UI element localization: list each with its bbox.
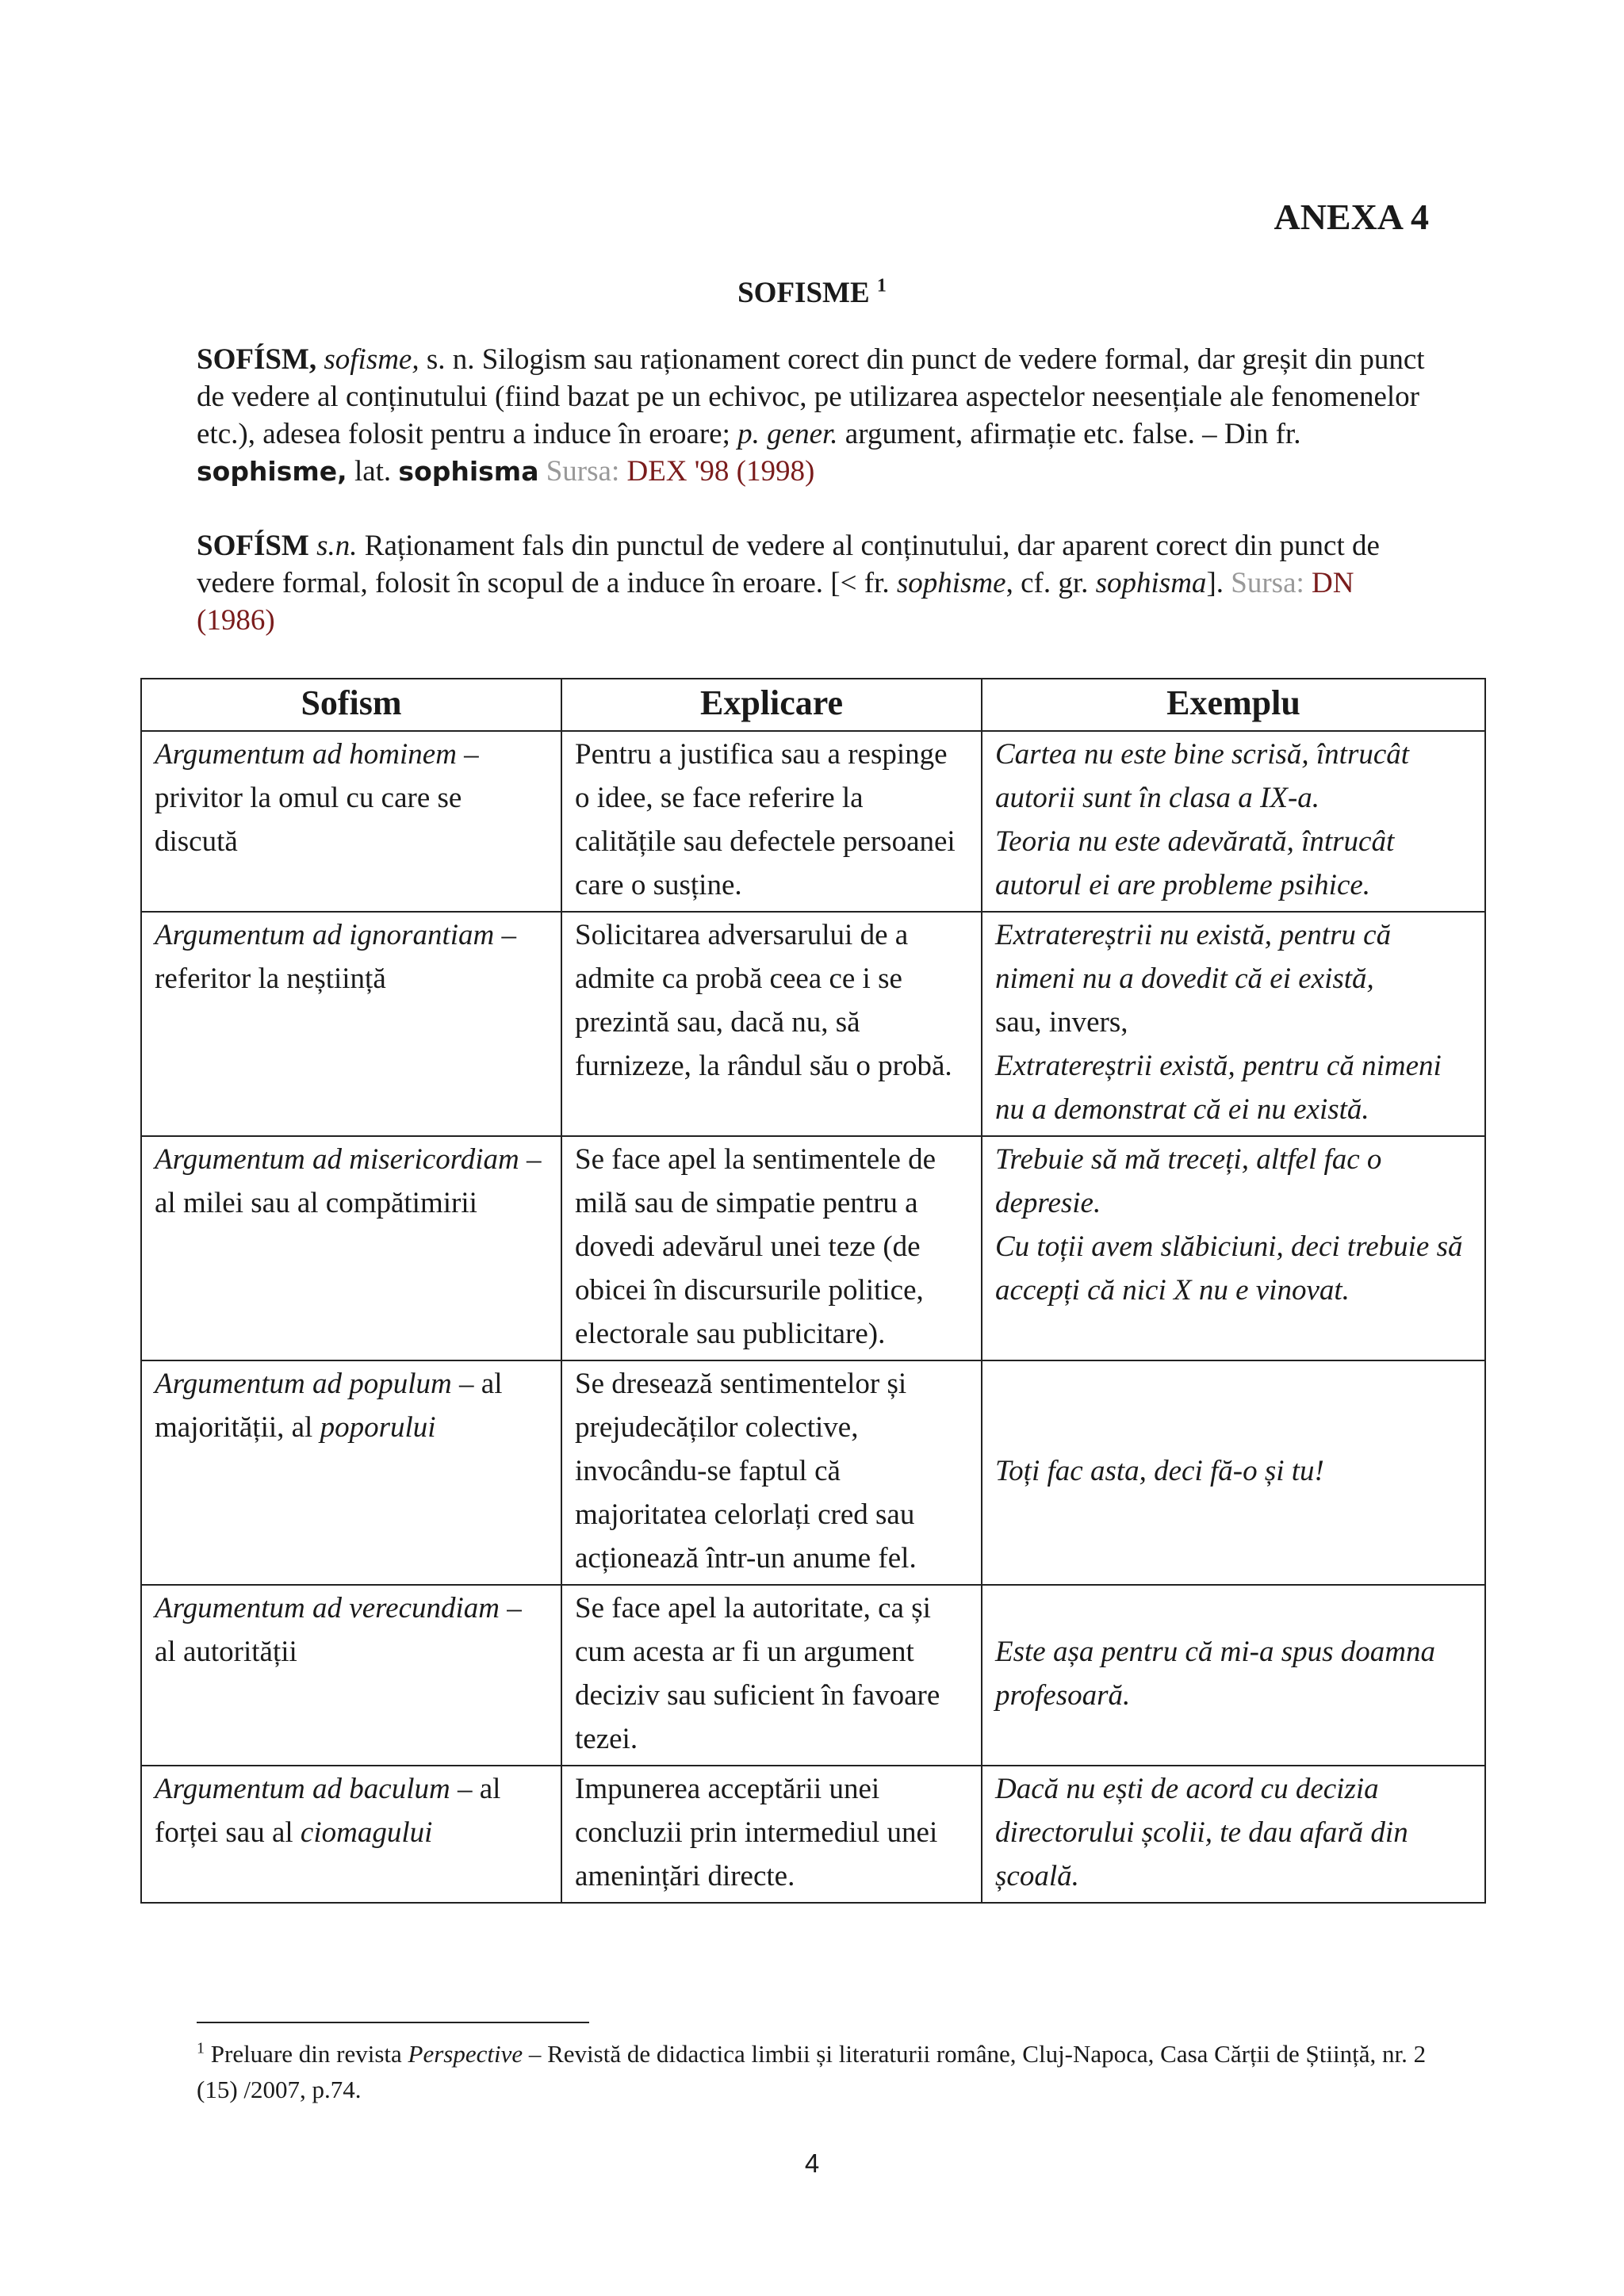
table-row [141,731,1485,912]
sofism-desc: – al autorității [155,1592,522,1668]
example-text: Teoria nu este adevărată, întrucât autorul ei are probleme psihice. [995,825,1395,901]
sofism-desc: – referitor la neștiință [155,919,516,995]
def1-text-cont: argument, afirmație etc. false. – Din fr. [837,418,1301,450]
sofism-cell [141,912,561,1136]
sofism-cell [141,1136,561,1360]
annex-heading: ANEXA 4 [1274,197,1429,237]
footnote-separator [197,2022,589,2023]
def1-source-link[interactable]: DEX '98 (1998) [626,455,815,488]
example-text: Trebuie să mă treceți, altfel fac o depresie. [995,1143,1382,1219]
example-cell [982,731,1485,912]
example-text: Toți fac asta, deci fă-o și tu! [995,1455,1324,1487]
page-number: 4 [804,2149,820,2178]
def1-french: sophisme, [197,456,347,487]
sophisms-table [140,678,1486,1904]
explain-cell: Pentru a justifica sau a respinge o idee, se face referire la calitățile sau defectele persoanei care o susține. [561,731,982,912]
example-cell [982,1585,1485,1766]
table-row [141,1360,1485,1585]
def1-source-label: Sursa: [538,455,627,488]
def2-french: sophisme [896,567,1006,599]
example-text: Extratereștrii nu există, pentru că nimeni nu a dovedit că ei există, [995,919,1392,995]
def1-latin: sophisma [398,456,539,487]
header-exemplu: Exemplu [982,679,1485,731]
sofism-name: Argumentum ad misericordiam [155,1143,519,1176]
header-explicare: Explicare [561,679,982,731]
sofism-name: Argumentum ad populum [155,1368,452,1400]
def2-end: ]. [1206,567,1231,599]
def1-text: s. n. Silogism sau raționament corect din punct de vedere formal, dar greșit din punct de vedere al conținutului (fiind bazat pe un echivoc, pe utilizarea aspectelor neesențiale ale fenomenelor etc.), adesea folosit pentru a induce în eroare; [197,343,1425,450]
footnote [197,2036,1442,2107]
header-sofism: Sofism [141,679,561,731]
example-text: Cu toții avem slăbiciuni, deci trebuie să accepți că nici X nu e vinovat. [995,1230,1463,1307]
explain-cell: Se dresează sentimentelor și prejudecăților colective, invocându-se faptul că majoritatea celorlați cred sau acționează într-un anume fel. [561,1360,982,1585]
sofism-name: Argumentum ad verecundiam [155,1592,500,1624]
example-cell [982,912,1485,1136]
sofism-name: Argumentum ad baculum [155,1773,450,1805]
footnote-number: 1 [197,2039,205,2057]
sofism-cell [141,1585,561,1766]
sofism-desc: – al milei sau al compătimirii [155,1143,542,1219]
def1-gener: p. gener. [737,418,838,450]
sofism-desc-italic: poporului [320,1411,436,1444]
def2-gram: s.n. [308,530,358,562]
example-cell [982,1766,1485,1903]
def2-text: Raționament fals din punctul de vedere al conținutului, dar aparent corect din punct de vedere formal, folosit în scopul de a induce în eroare. [< fr. [197,530,1380,599]
sofism-cell [141,1766,561,1903]
example-cell [982,1360,1485,1585]
table-row [141,1136,1485,1360]
sofism-desc: – al majorității, al [155,1368,503,1444]
sofism-desc-italic: ciomagului [300,1816,433,1849]
footnote-journal: Perspective [408,2040,523,2068]
table-row [141,1766,1485,1903]
def2-greek: sophisma [1095,567,1207,599]
footnote-text: Preluare din revista [205,2040,408,2068]
title-footnote-ref: 1 [876,275,887,297]
example-text: Extratereștrii există, pentru că nimeni nu a demonstrat că ei nu există. [995,1050,1442,1126]
sofism-desc: privitor la omul cu care se discută [155,782,462,858]
def2-source-label: Sursa: [1231,567,1312,599]
explain-cell: Solicitarea adversarului de a admite ca probă ceea ce i se prezintă sau, dacă nu, să furnizeze, la rândul său o probă. [561,912,982,1136]
definition-dn [197,527,1434,639]
table-row [141,912,1485,1136]
definition-dex [197,341,1434,490]
table-row [141,1585,1485,1766]
sofism-name: Argumentum ad hominem – [155,738,479,771]
def1-lat-label: lat. [347,455,399,488]
footnote-text-rest: – Revistă de didactica limbii și literaturii române, Cluj-Napoca, Casa Cărții de Știință, nr. 2 (15) /2007, p.74. [197,2040,1427,2103]
def1-plural: sofisme, [324,343,419,376]
sofism-cell [141,1360,561,1585]
explain-cell: Se face apel la sentimentele de milă sau de simpatie pentru a dovedi adevărul unei teze (de obicei în discursurile politice, electorale sau publicitare). [561,1136,982,1360]
example-text: Dacă nu ești de acord cu decizia directorului școlii, te dau afară din școală. [995,1773,1408,1892]
explain-cell: Impunerea acceptării unei concluzii prin intermediul unei amenințări directe. [561,1766,982,1903]
example-connector: sau, invers, [995,1006,1128,1039]
example-text: Este așa pentru că mi-a spus doamna profesoară. [995,1636,1435,1712]
example-text: Cartea nu este bine scrisă, întrucât autorii sunt în clasa a IX-a. [995,738,1410,814]
example-cell [982,1136,1485,1360]
sofism-cell [141,731,561,912]
table-header-row [141,679,1485,731]
def1-headword: SOFÍSM, [197,343,317,376]
def2-headword: SOFÍSM [197,530,309,562]
def2-cf: , cf. gr. [1005,567,1096,599]
title-text: SOFISME [737,277,870,309]
sofism-desc: – al forței sau al [155,1773,501,1849]
def2-source-link[interactable]: DN (1986) [197,567,1354,637]
page-title [0,276,1624,310]
sofism-name: Argumentum ad ignorantiam [155,919,495,951]
explain-cell: Se face apel la autoritate, ca și cum acesta ar fi un argument deciziv sau suficient în favoare tezei. [561,1585,982,1766]
